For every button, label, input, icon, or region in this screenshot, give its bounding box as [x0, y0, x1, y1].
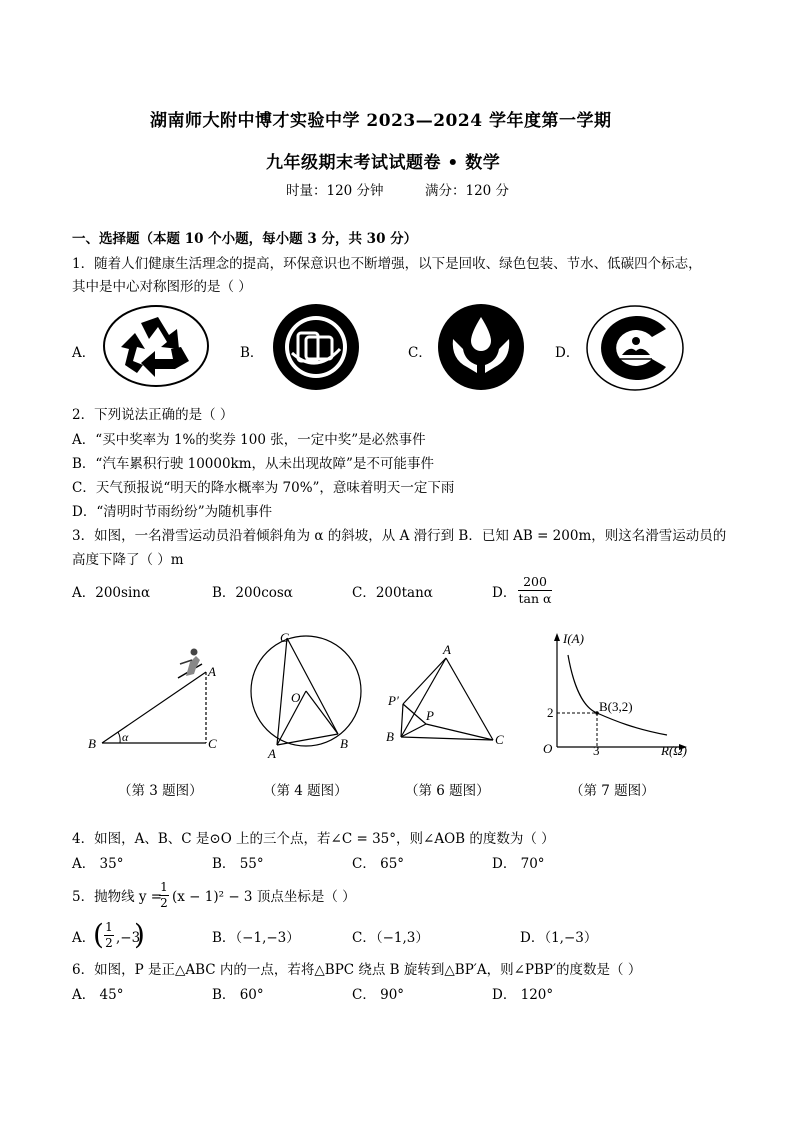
q6-option-a: A． 45° — [72, 987, 124, 1003]
q3-option-b: B．200cosα — [212, 585, 293, 601]
fig4-label-c: C — [280, 630, 289, 645]
fig3-label-b: B — [88, 736, 96, 751]
fig7-label-three: 3 — [593, 743, 600, 758]
figure-4-circle — [244, 628, 369, 763]
recycle-logo-icon — [103, 305, 209, 387]
q3-option-c: C．200tanα — [352, 585, 433, 601]
q5-stem-fraction — [159, 880, 169, 911]
q2-option-c: C．天气预报说“明天的降水概率为 70%”，意味着明天一定下雨 — [72, 480, 455, 496]
full-score: 满分：120 分 — [425, 183, 510, 199]
fig7-label-origin: O — [543, 741, 553, 756]
fig7-label-x-axis: R(Ω) — [661, 743, 687, 758]
q5-stem-suffix: (x − 1)² − 3 顶点坐标是（ ） — [172, 889, 356, 905]
fig4-label-a: A — [268, 746, 276, 761]
fig6-label-c: C — [495, 732, 504, 747]
q4-option-a: A． 35° — [72, 856, 124, 872]
q3-option-a: A．200sinα — [72, 585, 151, 601]
q1-option-b: B． — [240, 345, 264, 361]
q5-frac-den: 2 — [160, 896, 168, 910]
q5-option-a-prefix: A． — [72, 930, 96, 946]
q1-line1: 1．随着人们健康生活理念的提高，环保意识也不断增强，以下是回收、绿色包装、节水、低碳四个标志， — [72, 256, 702, 272]
time-limit: 时量：120 分钟 — [286, 183, 384, 199]
q2-stem: 2．下列说法正确的是（ ） — [72, 407, 234, 423]
q5-option-b: B．（−1,−3） — [212, 930, 300, 946]
q6-option-b: B． 60° — [212, 987, 264, 1003]
q4-option-c: C． 65° — [352, 856, 405, 872]
fig3-label-a: A — [208, 664, 216, 679]
q6-stem: 6．如图，P 是正△ABC 内的一点，若将△BPC 绕点 B 旋转到△BP′A，则∠PBP′的度数是（ ） — [72, 962, 642, 978]
q5-a-left-paren: ( — [93, 918, 104, 951]
q2-option-a: A．“买中奖率为 1%的奖券 100 张，一定中奖”是必然事件 — [72, 432, 426, 448]
q5-option-c: C．（−1,3） — [352, 930, 429, 946]
section-heading: 一、选择题（本题 10 个小题，每小题 3 分，共 30 分） — [72, 231, 418, 247]
fig3-label-alpha: α — [122, 730, 129, 744]
q5-a-right-paren: ) — [134, 918, 145, 951]
q4-option-d: D． 70° — [492, 856, 545, 872]
skier-icon — [178, 649, 202, 679]
fig7-label-point-b: B(3,2) — [599, 699, 633, 714]
q5-frac-num: 1 — [160, 880, 168, 894]
fig6-label-b: B — [386, 729, 394, 744]
q1-option-d: D． — [555, 345, 580, 361]
water-saving-logo-icon — [437, 303, 525, 391]
fig4-label-o: O — [291, 690, 301, 705]
q5-stem-prefix: 5．抛物线 y = — [72, 889, 163, 905]
fig7-label-two: 2 — [547, 705, 554, 720]
fig6-label-p: P — [426, 708, 434, 723]
figure-6-triangle — [383, 640, 513, 755]
fig4-label-b: B — [340, 736, 348, 751]
q5-option-d: D．（1,−3） — [520, 930, 598, 946]
q3-line1: 3．如图，一名滑雪运动员沿着倾斜角为 α 的斜坡，从 A 滑行到 B．已知 AB = 200m，则这名滑雪运动员的 — [72, 528, 727, 544]
q1-option-a: A． — [72, 345, 96, 361]
low-carbon-logo-icon — [586, 305, 684, 391]
figure-3-slope — [80, 642, 230, 757]
green-packaging-logo-icon — [272, 303, 360, 391]
fig7-label-y-axis: I(A) — [563, 631, 584, 646]
fig3-label-c: C — [208, 736, 217, 751]
figure-7-graph — [535, 625, 695, 760]
q3-option-d-prefix: D． — [492, 585, 517, 601]
q3-option-d-fraction — [518, 574, 552, 607]
q2-option-b: B．“汽车累积行驶 10000km，从未出现故障”是不可能事件 — [72, 456, 434, 472]
q3-line2: 高度下降了（ ）m — [72, 552, 184, 568]
q4-stem: 4．如图，A、B、C 是⊙O 上的三个点，若∠C = 35°，则∠AOB 的度数为（ ） — [72, 831, 555, 847]
fig3-caption: （第 3 题图） — [118, 783, 203, 799]
q5-a-den: 2 — [105, 936, 113, 950]
q3-d-numerator: 200 — [523, 574, 547, 589]
q3-d-denominator: tan α — [518, 591, 552, 606]
q1-line2: 其中是中心对称图形的是（ ） — [72, 279, 252, 295]
q2-option-d: D．“清明时节雨纷纷”为随机事件 — [72, 504, 273, 520]
fig6-label-p-prime: P′ — [388, 693, 399, 708]
q5-a-num: 1 — [105, 920, 113, 934]
q4-option-b: B． 55° — [212, 856, 264, 872]
fig4-caption: （第 4 题图） — [263, 783, 348, 799]
fig6-label-a: A — [443, 642, 451, 657]
fig7-caption: （第 7 题图） — [570, 783, 655, 799]
q5-a-rest: ,−3 — [116, 930, 141, 946]
exam-title-line1: 湖南师大附中博才实验中学 2023—2024 学年度第一学期 — [150, 111, 612, 131]
q5-option-a-fraction — [104, 920, 114, 951]
q6-option-c: C． 90° — [352, 987, 405, 1003]
q1-option-c: C． — [408, 345, 432, 361]
exam-title-line2: 九年级期末考试试题卷 • 数学 — [266, 153, 501, 173]
fig6-caption: （第 6 题图） — [405, 783, 490, 799]
q6-option-d: D． 120° — [492, 987, 554, 1003]
